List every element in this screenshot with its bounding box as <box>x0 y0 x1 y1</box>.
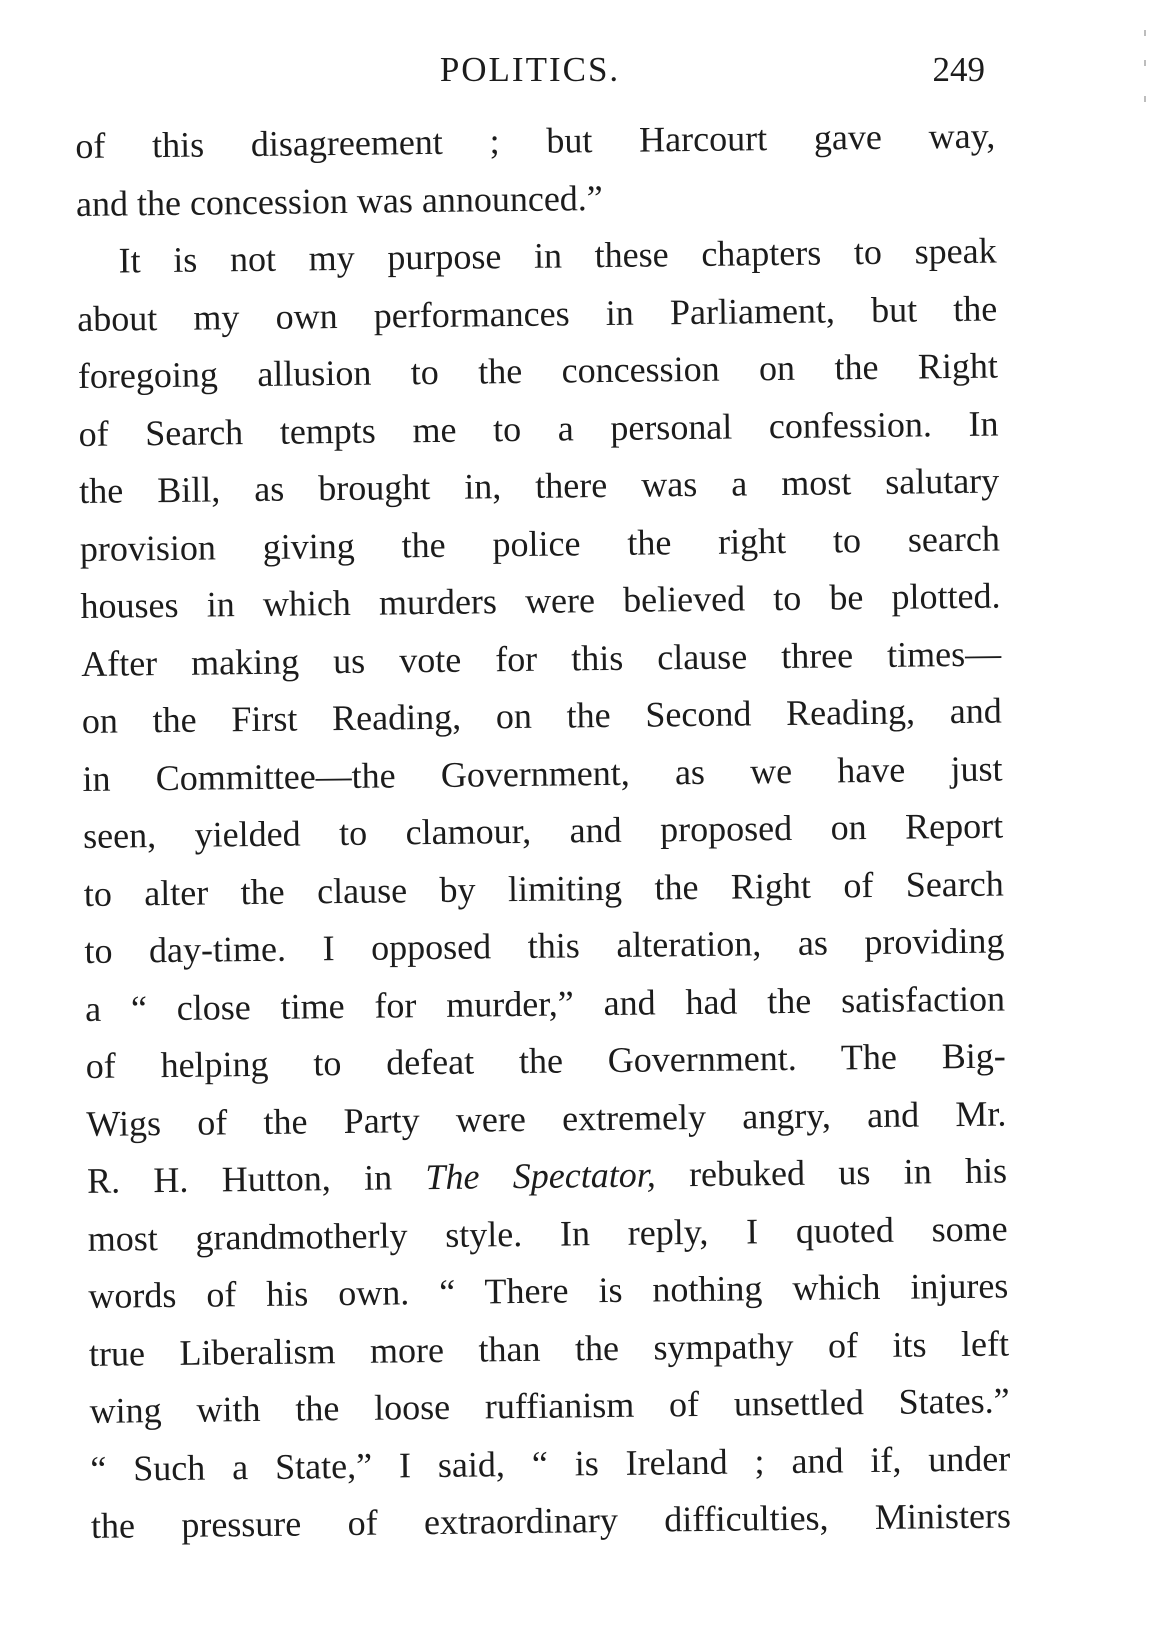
text-line: most grandmotherly style. In reply, I quoted some <box>87 1207 1008 1259</box>
text-line: seen, yielded to clamour, and proposed on Report <box>82 805 1004 856</box>
text-line: about my own performances in Parliament, but the <box>77 288 998 339</box>
page-number: 249 <box>932 50 985 89</box>
text-line: wing with the loose ruffianism of unsettled States.” <box>89 1380 1010 1431</box>
text-line: the pressure of extraordinary difficulties, Ministers <box>90 1495 1012 1546</box>
text-line: of this disagreement ; but Harcourt gave way, <box>75 115 996 166</box>
text-line: foregoing allusion to the concession on the Right <box>77 345 999 396</box>
text-line: to alter the clause by limiting the Right of Search <box>83 863 1004 914</box>
text-line: It is not my purpose in these chapters to speak <box>118 230 997 281</box>
text-line: in Committee—the Government, as we have just <box>82 748 1003 799</box>
text-line: Wigs of the Party were extremely angry, and Mr. <box>86 1092 1007 1144</box>
text-line: a “ close time for murder,” and had the satisfaction <box>84 978 1006 1029</box>
text-line: houses in which murders were believed to be plotted. <box>80 575 1001 626</box>
scan-speck <box>1144 96 1146 102</box>
text-line: and the concession was announced.” <box>75 177 603 224</box>
text-line: of helping to defeat the Government. The Big- <box>85 1035 1006 1086</box>
text-run: rebuked us in his <box>655 1150 1008 1195</box>
body-text <box>75 108 1011 1556</box>
text-line: “ Such a State,” I said, “ is Ireland ; and if, under <box>90 1437 1011 1489</box>
text-line <box>87 1142 1008 1210</box>
page-header <box>75 48 985 98</box>
text-line: words of his own. “ There is nothing which injures <box>88 1265 1009 1316</box>
text-line: to day-time. I opposed this alteration, as providing <box>84 920 1005 971</box>
italic-title: The Spectator, <box>425 1154 656 1198</box>
text-run: R. H. Hutton, in <box>86 1157 426 1201</box>
running-head: POLITICS. <box>439 50 621 89</box>
scan-speck <box>1144 30 1146 36</box>
text-line: on the First Reading, on the Second Reading, and <box>81 690 1003 741</box>
text-line: true Liberalism more than the sympathy of its left <box>88 1322 1010 1374</box>
scan-speck <box>1144 60 1146 66</box>
text-line: the Bill, as brought in, there was a most salutary <box>79 460 1000 511</box>
text-line: provision giving the police the right to search <box>79 518 1001 569</box>
text-line: After making us vote for this clause three times— <box>80 633 1002 684</box>
text-line: of Search tempts me to a personal confession. In <box>78 403 999 454</box>
